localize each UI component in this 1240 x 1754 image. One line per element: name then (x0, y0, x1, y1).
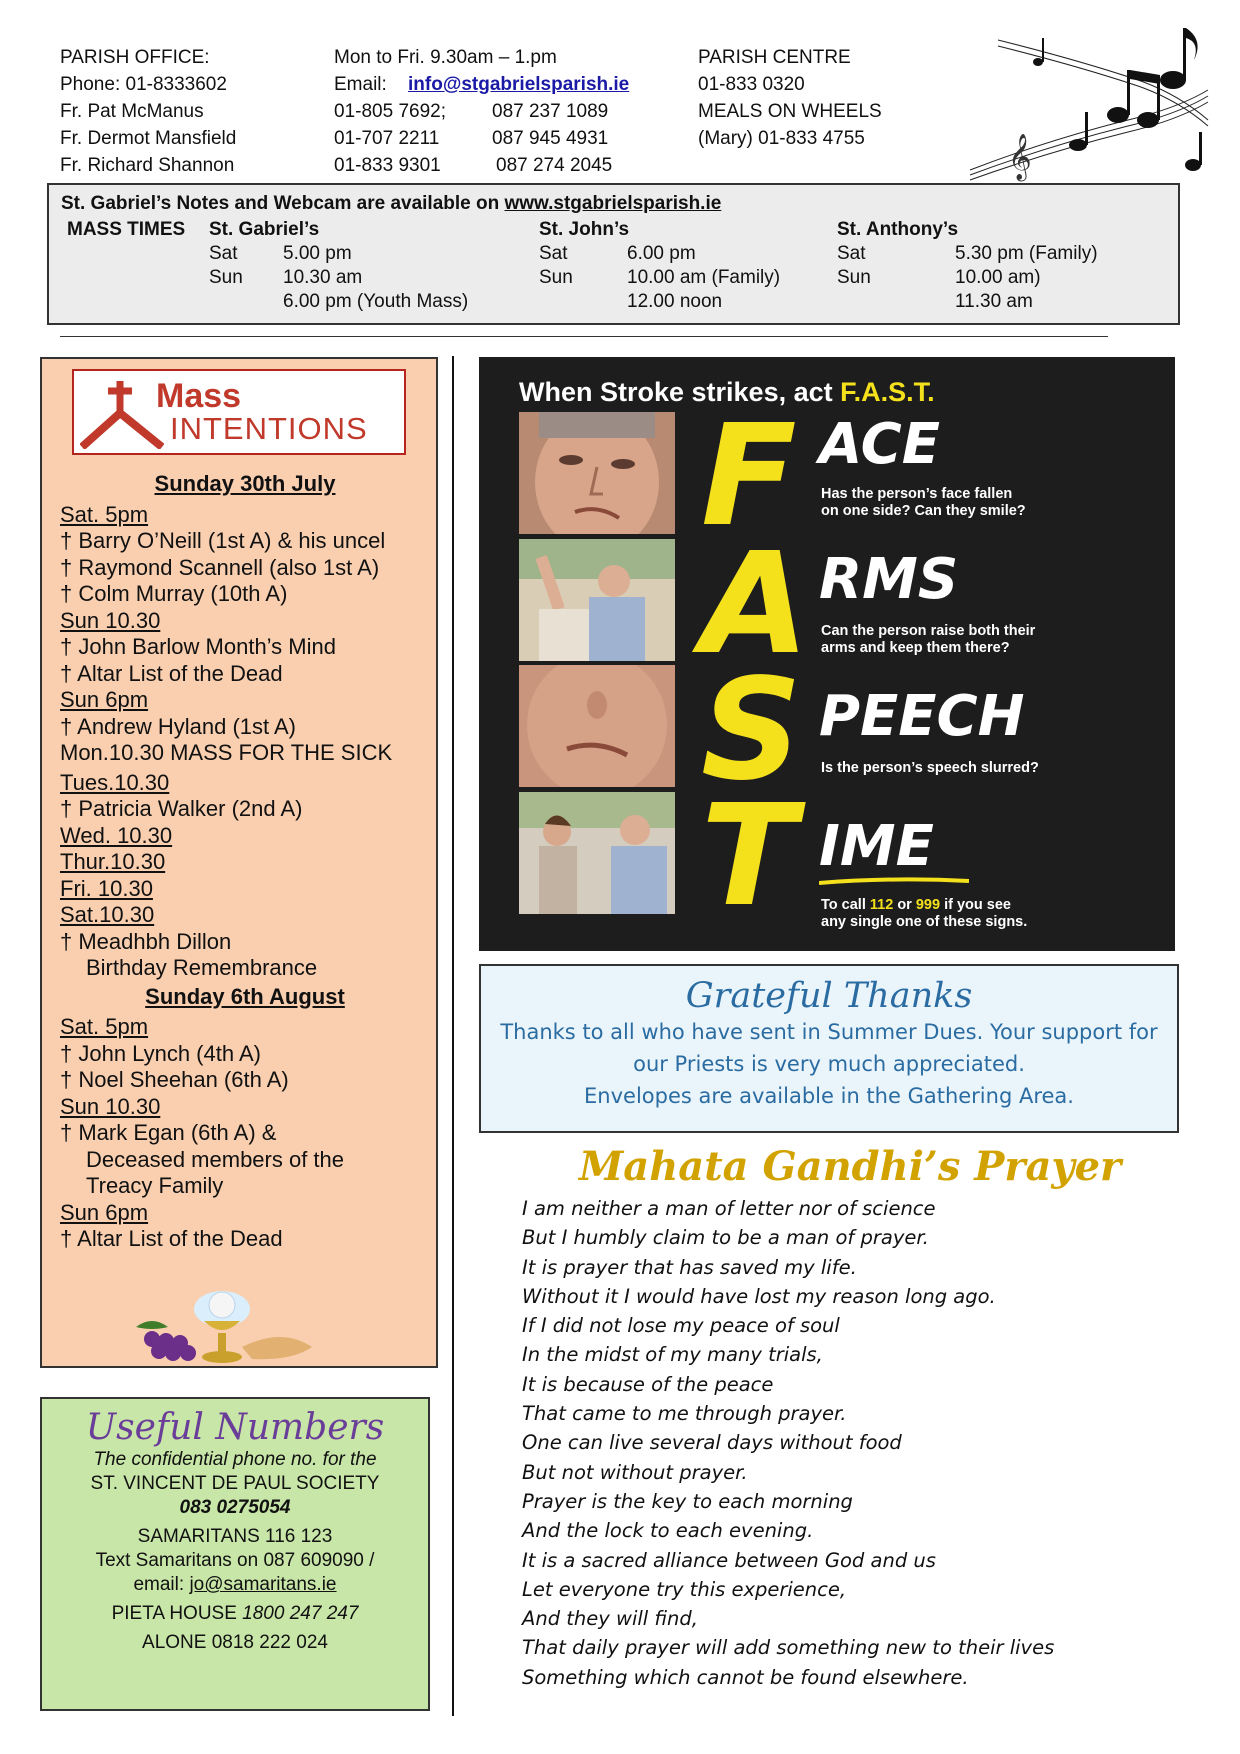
useful-numbers-title: Useful Numbers (85, 1407, 385, 1448)
mass-slot: Fri. 10.30 (60, 875, 153, 901)
intention-text: Mon.10.30 MASS FOR THE SICK (60, 740, 393, 765)
mass-time: 10.00 am) (955, 267, 1041, 288)
church-st-johns (539, 218, 629, 242)
fast-letter-t: T (701, 775, 797, 938)
samaritans-email-row (42, 1573, 428, 1597)
prayer-line: That daily prayer will add something new to their lives (522, 1636, 1055, 1660)
mass-time: 10.00 am (Family) (627, 267, 781, 288)
header-line: 01-833 0320 (698, 74, 805, 95)
pieta-number: 1800 247 247 (242, 1603, 359, 1624)
time-desc: any single one of these signs. (821, 914, 1028, 930)
prayer-title: Mahata Gandhi’s Prayer (579, 1143, 1122, 1190)
pieta-label: PIETA HOUSE (111, 1603, 237, 1624)
intention-entry: † Colm Murray (10th A) (60, 581, 430, 608)
intention-entry: † Altar List of the Dead (60, 1226, 430, 1253)
grateful-thanks-box (479, 964, 1179, 1133)
mass-day: Sun (209, 267, 243, 288)
mass-intentions-box (40, 357, 438, 1368)
face-photo (519, 412, 675, 534)
mass-times-label-text: MASS TIMES (67, 219, 186, 240)
church-st-anthonys (837, 218, 958, 242)
webcam-note (61, 193, 721, 215)
call-or: or (897, 897, 912, 913)
mass-slot: Sun 6pm (60, 1199, 149, 1225)
fast-word-speech: PEECH (819, 684, 1025, 749)
thanks-line: our Priests is very much appreciated. (633, 1052, 1025, 1076)
mass-intentions-logo (72, 369, 406, 455)
prayer-line: Without it I would have lost my reason long ago. (522, 1284, 996, 1308)
svg-text:𝄞: 𝄞 (1008, 134, 1032, 180)
fast-stroke-poster (479, 357, 1175, 951)
prayer-line: That came to me through prayer. (522, 1402, 847, 1426)
intention-entry: † John Barlow Month’s Mind (60, 634, 430, 661)
email-label: Email: (334, 74, 387, 95)
intentions-date-heading: Sunday 30th July (154, 471, 336, 496)
mass-slot: Thur.10.30 (60, 849, 166, 874)
prayer-line: In the midst of my many trials, (522, 1343, 823, 1367)
header-line: MEALS ON WHEELS (698, 101, 882, 122)
intention-entry: † Patricia Walker (2nd A) (60, 796, 430, 823)
fast-word-time: IME (819, 814, 934, 879)
call-prefix: To call (821, 897, 866, 913)
header-line: (Mary) 01-833 4755 (698, 128, 865, 149)
intention-entry: † Barry O’Neill (1st A) & his uncel (60, 528, 430, 555)
website-link[interactable]: www.stgabrielsparish.ie (504, 193, 722, 214)
prayer-line: Let everyone try this experience, (522, 1577, 847, 1601)
parish-office-contacts (60, 44, 236, 179)
eucharist-chalice-illustration (112, 1287, 332, 1367)
header-line: PARISH OFFICE: (60, 47, 210, 68)
mass-time: 12.00 noon (627, 291, 723, 312)
header-line: Fr. Dermot Mansfield (60, 128, 237, 149)
samaritans-number: SAMARITANS 116 123 (137, 1526, 333, 1547)
prayer-line: But I humbly claim to be a man of prayer. (522, 1226, 929, 1250)
parish-email-link[interactable]: info@stgabrielsparish.ie (408, 74, 630, 95)
prayer-line: It is prayer that has saved my life. (522, 1255, 857, 1279)
intention-text: Birthday Remembrance (86, 955, 318, 980)
underline-brush (819, 877, 969, 887)
intention-entry: † Mark Egan (6th A) & (60, 1120, 430, 1147)
fast-word-arms: RMS (819, 547, 959, 612)
divider (60, 336, 1108, 337)
prayer-line: And the lock to each evening. (522, 1519, 814, 1543)
priest-phone: 01-805 7692; (334, 101, 446, 122)
mass-slot: Sun 10.30 (60, 607, 161, 633)
mass-day: Sat (539, 243, 568, 264)
intention-entry: † Meadhbh Dillon (60, 929, 430, 956)
church-name: St. Anthony’s (837, 219, 959, 240)
header-line: Fr. Pat McManus (60, 101, 204, 122)
church-st-gabriels (209, 218, 319, 242)
church-name: St. John’s (539, 219, 630, 240)
thanks-line: Envelopes are available in the Gathering Area. (584, 1084, 1074, 1108)
alone-number: ALONE 0818 222 024 (142, 1632, 328, 1653)
time-photo (519, 792, 675, 914)
face-desc: on one side? Can they smile? (821, 503, 1026, 519)
intentions-list (60, 469, 430, 1253)
logo-intentions-text: INTENTIONS (170, 411, 368, 446)
prayer-line: And they will find, (522, 1607, 698, 1631)
samaritans-email-link[interactable]: jo@samaritans.ie (189, 1574, 337, 1595)
prayer-line: Prayer is the key to each morning (522, 1489, 853, 1513)
intention-entry: † Raymond Scannell (also 1st A) (60, 555, 430, 582)
priest-mobile: 087 945 4931 (492, 128, 609, 149)
mass-time: 6.00 pm (Youth Mass) (283, 291, 469, 312)
mass-slot: Sun 10.30 (60, 1093, 161, 1119)
intention-entry: † John Lynch (4th A) (60, 1041, 430, 1068)
church-name: St. Gabriel’s (209, 219, 320, 240)
priest-mobile: 087 237 1089 (492, 101, 609, 122)
fast-word-face: ACE (819, 412, 940, 477)
useful-numbers-box (40, 1397, 430, 1711)
call-line (821, 897, 1011, 914)
prayer-line: I am neither a man of letter nor of science (522, 1197, 936, 1220)
header-line: Phone: 01-8333602 (60, 74, 227, 95)
svp-name: ST. VINCENT DE PAUL SOCIETY (90, 1473, 380, 1494)
emergency-number: 112 (869, 897, 894, 913)
intention-entry: † Altar List of the Dead (60, 661, 430, 688)
mass-time: 11.30 am (955, 291, 1033, 312)
office-hours-and-phones (334, 44, 629, 179)
speech-desc: Is the person’s speech slurred? (821, 760, 1039, 776)
priest-phone: 01-707 2211 (334, 128, 440, 149)
intentions-date-heading: Sunday 6th August (145, 983, 345, 1009)
mass-day: Sat (209, 243, 238, 264)
mass-slot: Sat. 5pm (60, 501, 149, 527)
thanks-line: Thanks to all who have sent in Summer Dues. Your support for (500, 1020, 1158, 1044)
header-line: Fr. Richard Shannon (60, 155, 235, 176)
call-suffix: if you see (944, 897, 1011, 913)
fast-letter-f: F (701, 395, 797, 558)
fast-letter-a: A (701, 523, 810, 686)
face-desc: Has the person’s face fallen (821, 486, 1013, 502)
headline-acronym: F.A.S.T. (840, 377, 935, 407)
arms-desc: arms and keep them there? (821, 640, 1010, 656)
webcam-note-text: St. Gabriel’s Notes and Webcam are available on (61, 193, 500, 214)
emergency-number: 999 (915, 897, 941, 913)
thanks-title: Grateful Thanks (685, 976, 973, 1016)
email-label: email: (133, 1574, 185, 1595)
prayer-line: One can live several days without food (522, 1431, 902, 1455)
mass-slot: Sat. 5pm (60, 1014, 149, 1039)
church-cross-icon (80, 377, 164, 449)
priest-mobile: 087 274 2045 (496, 155, 613, 176)
header-line: PARISH CENTRE (698, 47, 851, 68)
headline-text: When Stroke strikes, act (519, 377, 833, 407)
intention-text: Deceased members of the (86, 1146, 345, 1172)
svp-number: 083 0275054 (179, 1497, 291, 1518)
mass-times-label (67, 218, 185, 242)
office-hours: Mon to Fri. 9.30am – 1.pm (334, 47, 557, 68)
svp-intro: The confidential phone no. for the (93, 1449, 377, 1470)
mass-day: Sun (539, 267, 573, 288)
mass-slot: Sat.10.30 (60, 902, 155, 927)
intention-entry: † Andrew Hyland (1st A) (60, 714, 430, 741)
mass-time: 10.30 am (283, 267, 363, 288)
samaritans-text: Text Samaritans on 087 609090 / (95, 1550, 375, 1571)
mass-times-box (47, 183, 1180, 325)
intention-text: Treacy Family (86, 1173, 224, 1198)
mass-day: Sat (837, 243, 866, 264)
mass-slot: Wed. 10.30 (60, 822, 173, 848)
parish-centre-contacts (698, 44, 882, 152)
prayer-line: It is a sacred alliance between God and us (522, 1548, 936, 1572)
arms-desc: Can the person raise both their (821, 623, 1036, 639)
mass-time: 5.00 pm (283, 243, 352, 264)
mass-slot: Tues.10.30 (60, 769, 170, 795)
pieta-house-row (42, 1602, 428, 1626)
prayer-line: If I did not lose my peace of soul (522, 1314, 840, 1338)
prayer-line: But not without prayer. (522, 1460, 748, 1484)
fast-letter-s: S (701, 649, 802, 812)
prayer-line: Something which cannot be found elsewhere. (522, 1665, 969, 1689)
speech-photo (519, 665, 675, 787)
mass-time: 5.30 pm (Family) (955, 243, 1098, 264)
intention-entry: † Noel Sheehan (6th A) (60, 1067, 430, 1094)
logo-mass-text: Mass (156, 377, 242, 415)
mass-slot: Sun 6pm (60, 687, 149, 712)
mass-time: 6.00 pm (627, 243, 696, 264)
column-divider (452, 356, 454, 1716)
arms-photo (519, 539, 675, 661)
music-notes-illustration (968, 20, 1210, 182)
mass-day: Sun (837, 267, 871, 288)
prayer-text (522, 1194, 1054, 1692)
priest-phone: 01-833 9301 (334, 155, 441, 176)
prayer-line: It is because of the peace (522, 1372, 774, 1396)
